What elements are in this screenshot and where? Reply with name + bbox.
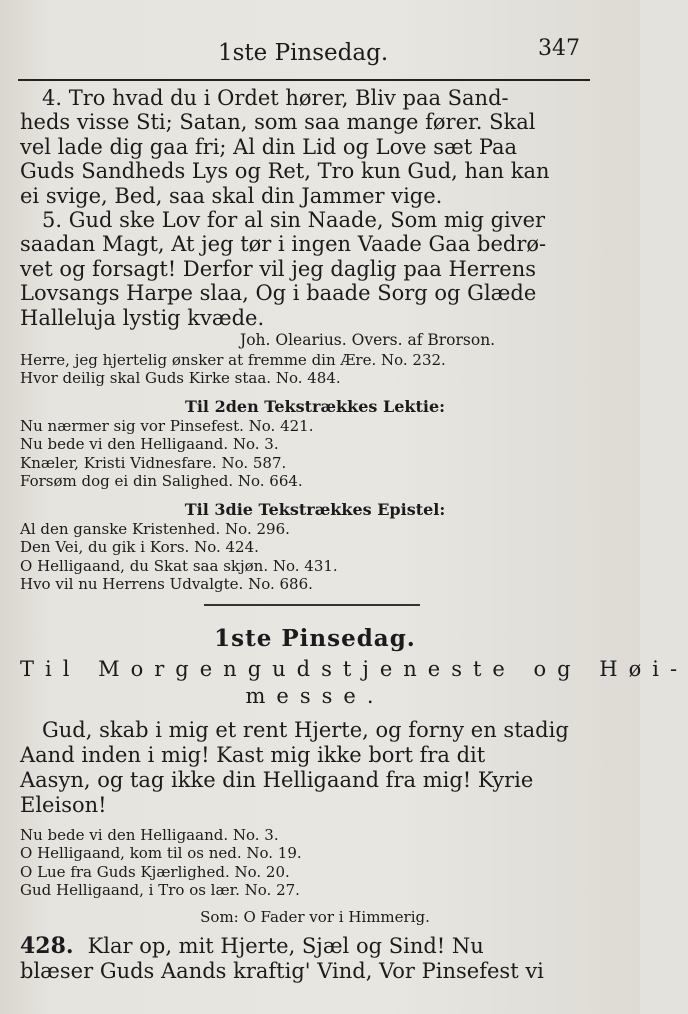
hymn-reference: Gud Helligaand, i Tro os lær. No. 27. <box>20 881 300 900</box>
verse-line: Halleluja lystig kvæde. <box>20 305 265 330</box>
running-header <box>0 36 640 80</box>
page-number: 347 <box>538 36 580 61</box>
hymn-first-line <box>20 934 610 959</box>
verse-line: 5. Gud ske Lov for al sin Naade, Som mig giver <box>42 207 546 232</box>
prayer-line: Aand inden i mig! Kast mig ikke bort fra dit <box>20 742 486 767</box>
hymn-reference: Forsøm dog ei din Salighed. No. 664. <box>20 472 303 491</box>
prayer-line: Gud, skab i mig et rent Hjerte, og forny en stadig <box>42 717 569 742</box>
verse-line: Guds Sandheds Lys og Ret, Tro kun Gud, han kan <box>20 159 550 184</box>
hymn-references <box>20 351 610 388</box>
service-references <box>20 826 610 900</box>
hymn-reference: Nu bede vi den Helligaand. No. 3. <box>20 435 279 454</box>
verse-line: ei svige, Bed, saa skal din Jammer vige. <box>20 183 443 208</box>
hymn-reference: Hvor deilig skal Guds Kirke staa. No. 484. <box>20 369 341 388</box>
hymn-line: blæser Guds Aands kraftig' Vind, Vor Pinsefest vi <box>20 959 544 984</box>
service-subtitle: messe. <box>245 683 385 708</box>
hymn-line-text: Klar op, mit Hjerte, Sjæl og Sind! Nu <box>87 934 484 959</box>
verse-line: vel lade dig gaa fri; Al din Lid og Love sæt Paa <box>20 134 518 159</box>
verse-5 <box>20 208 610 330</box>
melody-note: Som: O Fader vor i Himmerig. <box>200 907 430 926</box>
hymn-428 <box>20 934 610 984</box>
hymn-reference: Al den ganske Kristenhed. No. 296. <box>20 519 290 538</box>
hymn-reference: Herre, jeg hjertelig ønsker at fremme din Ære. No. 232. <box>20 350 446 369</box>
verse-4 <box>20 86 610 208</box>
header-rule <box>18 79 590 81</box>
verse-line: 4. Tro hvad du i Ordet hører, Bliv paa Sand- <box>42 86 509 110</box>
service-subtitle: Til Morgengudstjeneste og Høi- <box>20 656 688 681</box>
hymn-number: 428. <box>20 933 74 960</box>
hymn-reference: Nu nærmer sig vor Pinsefest. No. 421. <box>20 416 314 435</box>
hymn-reference: Den Vei, du gik i Kors. No. 424. <box>20 538 259 557</box>
prayer <box>20 718 610 818</box>
section-heading: Til 3die Tekstrækkes Epistel: <box>184 499 446 519</box>
section-divider <box>204 604 420 606</box>
verse-line: vet og forsagt! Derfor vil jeg daglig paa Herrens <box>20 256 537 281</box>
running-title: 1ste Pinsedag. <box>218 40 389 66</box>
hymn-reference: O Lue fra Guds Kjærlighed. No. 20. <box>20 862 290 881</box>
verse-line: heds visse Sti; Satan, som saa mange fører. Skal <box>20 110 536 135</box>
section-2-references <box>20 417 610 491</box>
hymn-reference: O Helligaand, kom til os ned. No. 19. <box>20 844 302 863</box>
page-text <box>20 86 688 984</box>
section-title: 1ste Pinsedag. <box>214 624 416 652</box>
hymn-reference: Hvo vil nu Herrens Udvalgte. No. 686. <box>20 575 313 594</box>
hymn-reference: O Helligaand, du Skat saa skjøn. No. 431. <box>20 556 338 575</box>
verse-line: saadan Magt, At jeg tør i ingen Vaade Gaa bedrø- <box>20 232 547 257</box>
hymn-reference: Knæler, Kristi Vidnesfare. No. 587. <box>20 453 287 472</box>
hymn-author: Joh. Olearius. Overs. af Brorson. <box>240 330 496 349</box>
hymn-reference: Nu bede vi den Helligaand. No. 3. <box>20 825 279 844</box>
verse-line: Lovsangs Harpe slaa, Og i baade Sorg og Glæde <box>20 281 537 306</box>
prayer-line: Eleison! <box>20 792 107 817</box>
section-heading: Til 2den Tekstrækkes Lektie: <box>184 396 446 416</box>
prayer-line: Aasyn, og tag ikke din Helligaand fra mig! Kyrie <box>20 767 534 792</box>
section-3-references <box>20 520 610 594</box>
